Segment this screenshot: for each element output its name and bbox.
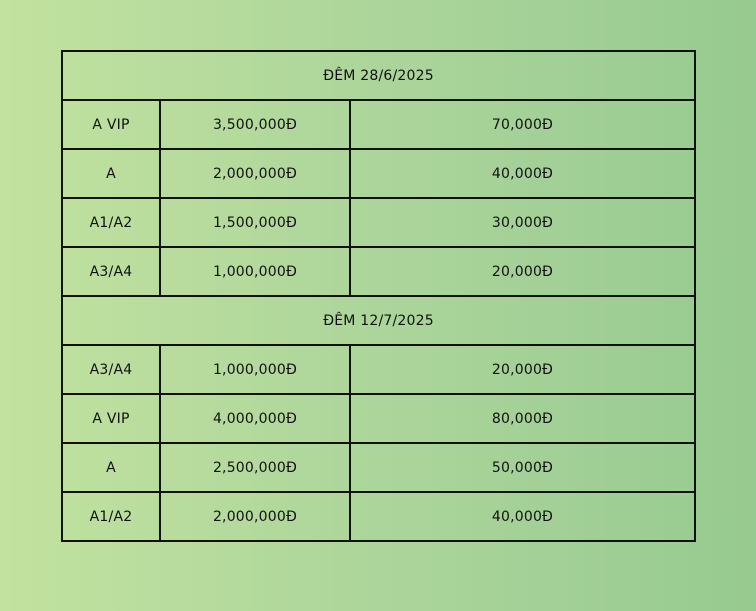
section-header-night-2: ĐÊM 12/7/2025 bbox=[62, 296, 695, 345]
fee-cell: 80,000Đ bbox=[350, 394, 695, 443]
fee-cell: 20,000Đ bbox=[350, 247, 695, 296]
price-cell: 3,500,000Đ bbox=[160, 100, 350, 149]
fee-cell: 40,000Đ bbox=[350, 149, 695, 198]
fee-cell: 20,000Đ bbox=[350, 345, 695, 394]
zone-cell: A bbox=[62, 149, 160, 198]
fee-cell: 30,000Đ bbox=[350, 198, 695, 247]
section-header-row bbox=[62, 296, 695, 345]
fee-cell: 40,000Đ bbox=[350, 492, 695, 541]
section-header-night-1: ĐÊM 28/6/2025 bbox=[62, 51, 695, 100]
zone-cell: A1/A2 bbox=[62, 492, 160, 541]
ticket-price-table bbox=[61, 50, 696, 542]
price-cell: 1,500,000Đ bbox=[160, 198, 350, 247]
table-row bbox=[62, 345, 695, 394]
table-row bbox=[62, 247, 695, 296]
price-cell: 1,000,000Đ bbox=[160, 247, 350, 296]
zone-cell: A3/A4 bbox=[62, 247, 160, 296]
price-cell: 1,000,000Đ bbox=[160, 345, 350, 394]
table-row bbox=[62, 100, 695, 149]
table-row bbox=[62, 394, 695, 443]
fee-cell: 70,000Đ bbox=[350, 100, 695, 149]
fee-cell: 50,000Đ bbox=[350, 443, 695, 492]
table-row bbox=[62, 443, 695, 492]
table-row bbox=[62, 198, 695, 247]
price-cell: 2,000,000Đ bbox=[160, 492, 350, 541]
zone-cell: A1/A2 bbox=[62, 198, 160, 247]
price-cell: 2,000,000Đ bbox=[160, 149, 350, 198]
price-cell: 2,500,000Đ bbox=[160, 443, 350, 492]
price-cell: 4,000,000Đ bbox=[160, 394, 350, 443]
table-row bbox=[62, 492, 695, 541]
zone-cell: A VIP bbox=[62, 100, 160, 149]
zone-cell: A VIP bbox=[62, 394, 160, 443]
zone-cell: A bbox=[62, 443, 160, 492]
zone-cell: A3/A4 bbox=[62, 345, 160, 394]
table-row bbox=[62, 149, 695, 198]
section-header-row bbox=[62, 51, 695, 100]
